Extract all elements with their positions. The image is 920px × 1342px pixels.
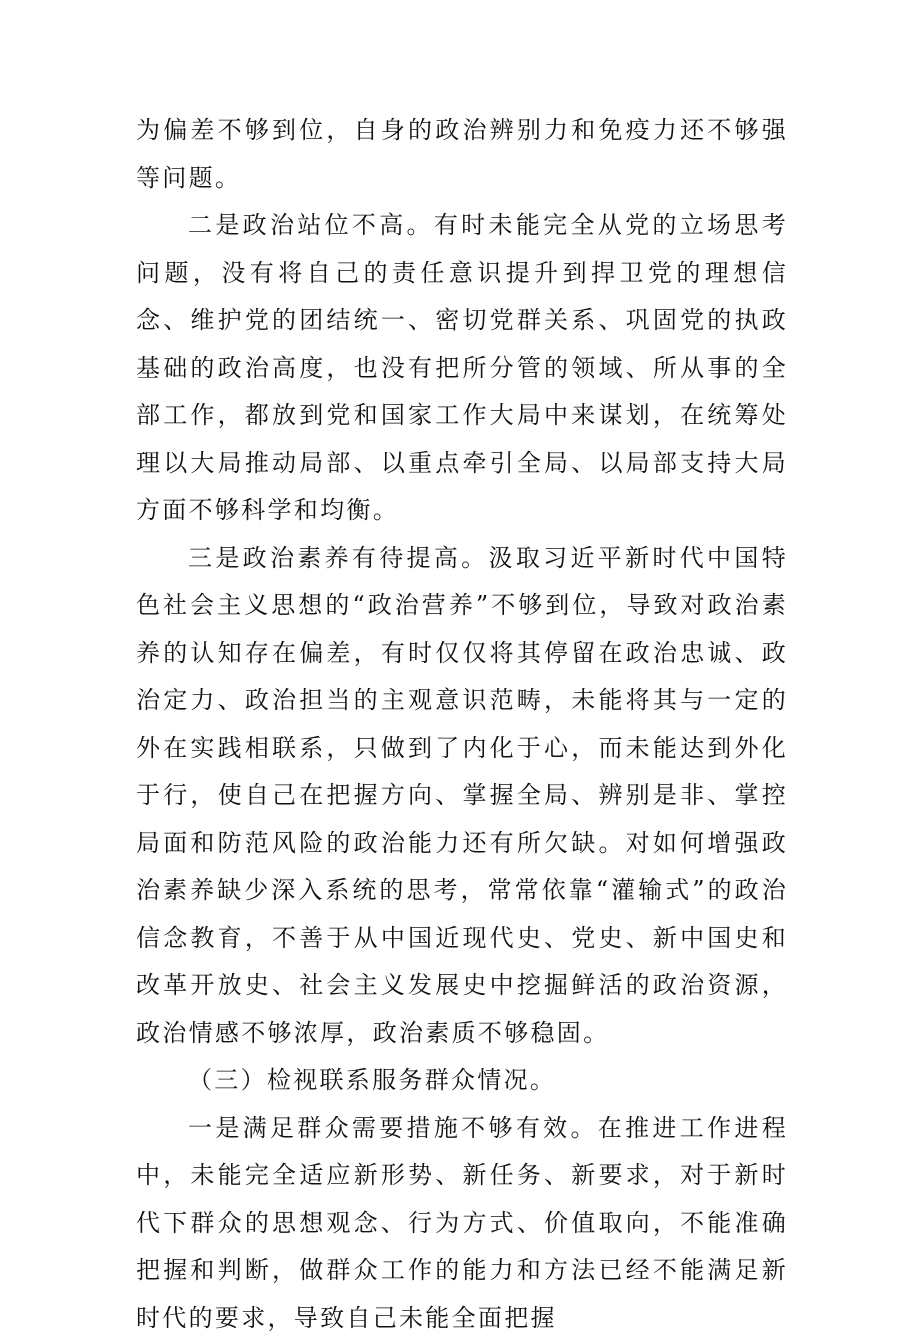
paragraph-meeting-needs: 一是满足群众需要措施不够有效。在推进工作进程中，未能完全适应新形势、新任务、新要求，对于新时代下群众的思想观念、行为方式、价值取向，不能准确把握和判断，做群众工作的能力和方法已经不能满足新时代的要求，导致自己未能全面把握 — [136, 1105, 788, 1342]
paragraph-political-stance: 二是政治站位不高。有时未能完全从党的立场思考问题，没有将自己的责任意识提升到捍卫党的理想信念、维护党的团结统一、密切党群关系、巩固党的执政基础的政治高度，也没有把所分管的领域、所从事的全部工作，都放到党和国家工作大局中来谋划，在统筹处理以大局推动局部、以重点牵引全局、以局部支持大局方面不够科学和均衡。 — [136, 202, 788, 535]
paragraph-political-literacy: 三是政治素养有待提高。汲取习近平新时代中国特色社会主义思想的“政治营养”不够到位，导致对政治素养的认知存在偏差，有时仅仅将其停留在政治忠诚、政治定力、政治担当的主观意识范畴，未能将其与一定的外在实践相联系，只做到了内化于心，而未能达到外化于行，使自己在把握方向、掌握全局、辨别是非、掌控局面和防范风险的政治能力还有所欠缺。对如何增强政治素养缺少深入系统的思考，常常依靠“灌输式”的政治信念教育，不善于从中国近现代史、党史、新中国史和改革开放史、社会主义发展史中挖掘鲜活的政治资源，政治情感不够浓厚，政治素质不够稳固。 — [136, 535, 788, 1058]
document-body — [136, 107, 788, 1342]
paragraph-continuation: 为偏差不够到位，自身的政治辨别力和免疫力还不够强等问题。 — [136, 107, 788, 202]
section-heading-serving-masses: （三）检视联系服务群众情况。 — [136, 1057, 788, 1105]
